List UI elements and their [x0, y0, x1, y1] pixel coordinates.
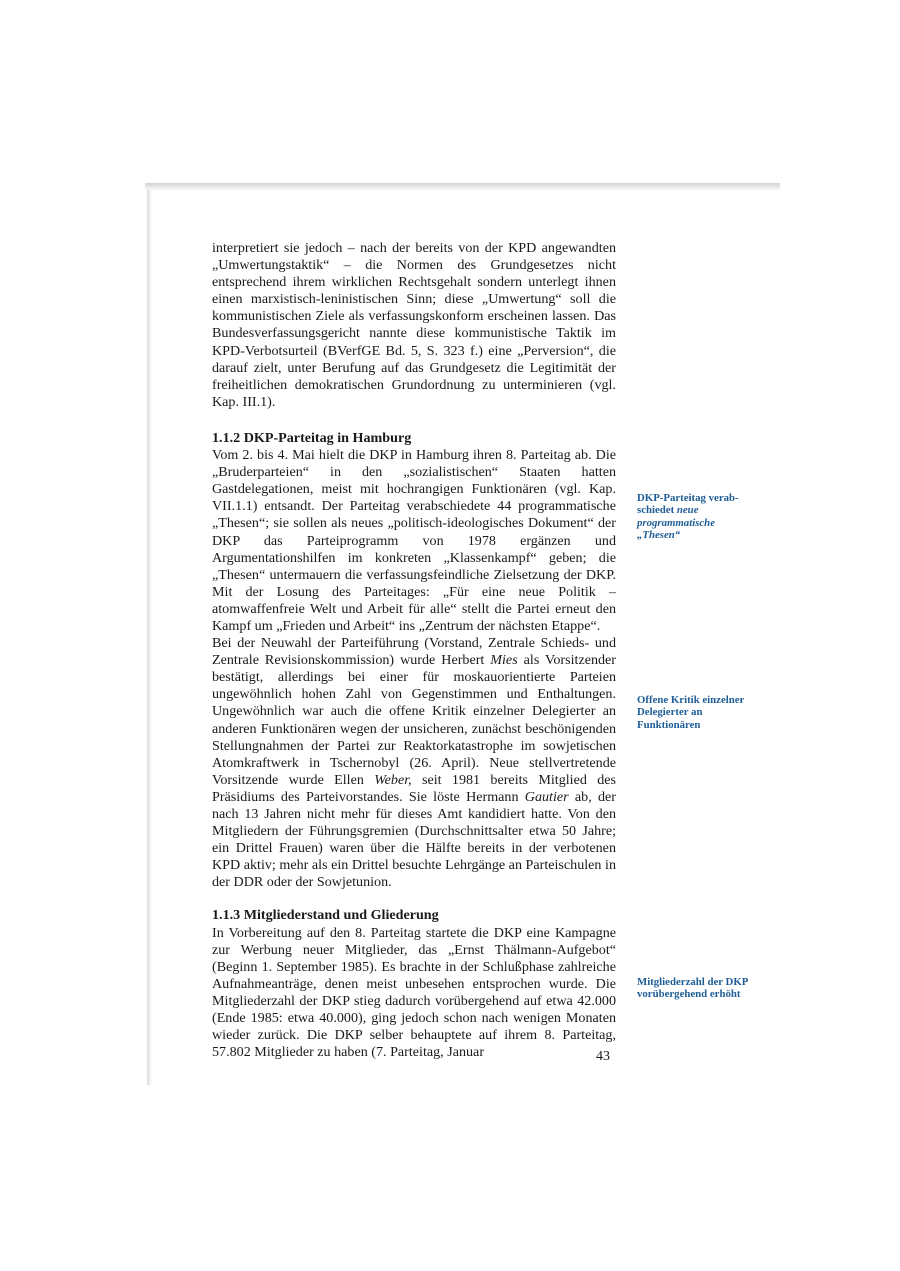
person-name-mies: Mies	[490, 652, 518, 669]
person-name-weber: Weber,	[374, 771, 412, 788]
margin-note-text: Mitgliederzahl der DKP vorübergehend erhöht	[637, 976, 748, 1001]
margin-note-text: Offene Kritik einzelner Delegierter an Funktionären	[637, 694, 745, 731]
paragraph-mitglieder: In Vorbereitung auf den 8. Parteitag startete die DKP eine Kampagne zur Werbung neuer Mitglieder, das „Ernst Thälmann-Aufgebot“ (Beginn 1. September 1985). Es brachte in der Schlußphase zahlreiche Aufnahmeanträge, denen meist unbesehen entsprochen wurde. Die Mitgliederzahl der DKP stieg dadurch vorübergehend auf etwa 42.000 (Ende 1985: etwa 40.000), ging jedoch schon nach wenigen Monaten wieder zurück. Die DKP selber behauptete auf ihrem 8. Parteitag, 57.802 Mitglieder zu haben (7. Parteitag, Januar	[212, 924, 616, 1061]
person-name-gautier: Gautier	[524, 788, 569, 805]
text-run: als Vorsitzender bestätigt, allerdings bei einer für moskauorientierte Parteien ungewöhnlich hohen Zahl von Gegenstimmen und Enthaltungen. Ungewöhnlich war auch die offene Kritik einzelner Delegierter an anderen Funktionären wegen der unsicheren, zunächst beschönigenden Stellungnahmen der Partei zur Reaktorkatastrophe im sowjetischen Atomkraftwerk in Tschernobyl (26. April). Neue stellvertretende Vorsitzende wurde Ellen	[212, 652, 616, 788]
paragraph-intro: interpretiert sie jedoch – nach der bereits von der KPD angewandten „Umwertungstaktik“ – die Normen des Grundgesetzes nicht entsprechend ihrem wirklichen Rechtsgehalt sondern unterlegt ihnen einen marxistisch-leninistischen Sinn; diese „Umwertung“ soll die kommunistischen Ziele als verfassungskonform erscheinen lassen. Das Bundesverfassungsgericht nannte diese kommunistische Taktik im KPD-Verbotsurteil (BVerfGE Bd. 5, S. 323 f.) eine „Perversion“, die darauf zielt, unter Berufung auf das Grundgesetz die Legitimität der freiheitlichen demokratischen Grundordnung zu unterminieren (vgl. Kap. III.1).	[212, 240, 616, 410]
section-heading-1-1-2: 1.1.2 DKP-Parteitag in Hamburg	[212, 429, 412, 446]
paragraph-parteitag: Vom 2. bis 4. Mai hielt die DKP in Hamburg ihren 8. Parteitag ab. Die „Bruderparteien“ in den „sozialistischen“ Staaten hatten Gastdelegationen, meist mit hochrangigen Funktionären (vgl. Kap. VII.1.1) entsandt. Der Parteitag verabschiedete 44 programmatische „Thesen“; sie sollen als neues „politisch-ideologisches Dokument“ der DKP das Parteiprogramm von 1978 ergänzen und Argumentationshilfen im konkreten „Klassenkampf“ geben; die „Thesen“ untermauern die verfassungsfeindliche Zielsetzung der DKP. Mit der Losung des Parteitages: „Für eine neue Politik – atomwaffenfreie Welt und Arbeit für alle“ stellt die Partei erneut den Kampf um „Frieden und Arbeit“ ins „Zentrum der nächsten Etappe“.	[212, 447, 616, 634]
text-run: seit 1981 bereits Mitglied des Präsidiums des Parteivorstandes. Sie löste Hermann	[212, 771, 616, 805]
text-run: Bei der Neuwahl der Parteiführung (Vorstand, Zentrale Schieds- und Zentrale Revisionskommission) wurde Herbert	[212, 635, 616, 669]
margin-note-text: DKP-Parteitag verab-schiedet	[637, 492, 739, 517]
margin-note-italic-text: neue programmatische „Thesen“	[637, 504, 715, 542]
main-text-column	[212, 240, 616, 1061]
page-number: 43	[596, 1049, 610, 1064]
section-heading-1-1-3: 1.1.3 Mitgliederstand und Gliederung	[212, 907, 439, 924]
page-edge-top	[145, 183, 780, 191]
paragraph-neuwahl	[212, 635, 616, 891]
text-run: ab, der nach 13 Jahren nicht mehr für dieses Amt kandidiert hatte. Von den Mitgliedern der Führungsgremien (Durchschnittsalter etwa 50 Jahre; ein Drittel Frauen) waren über die Hälfte bereits in der verbotenen KPD aktiv; mehr als ein Drittel besuchte Lehrgänge an Parteischulen in der DDR oder der Sowjetunion.	[212, 788, 616, 891]
margin-note-mitgliederzahl	[637, 976, 759, 1001]
page-edge-left	[147, 190, 152, 1085]
margin-note-kritik	[637, 694, 759, 731]
margin-note-thesen	[637, 492, 759, 542]
